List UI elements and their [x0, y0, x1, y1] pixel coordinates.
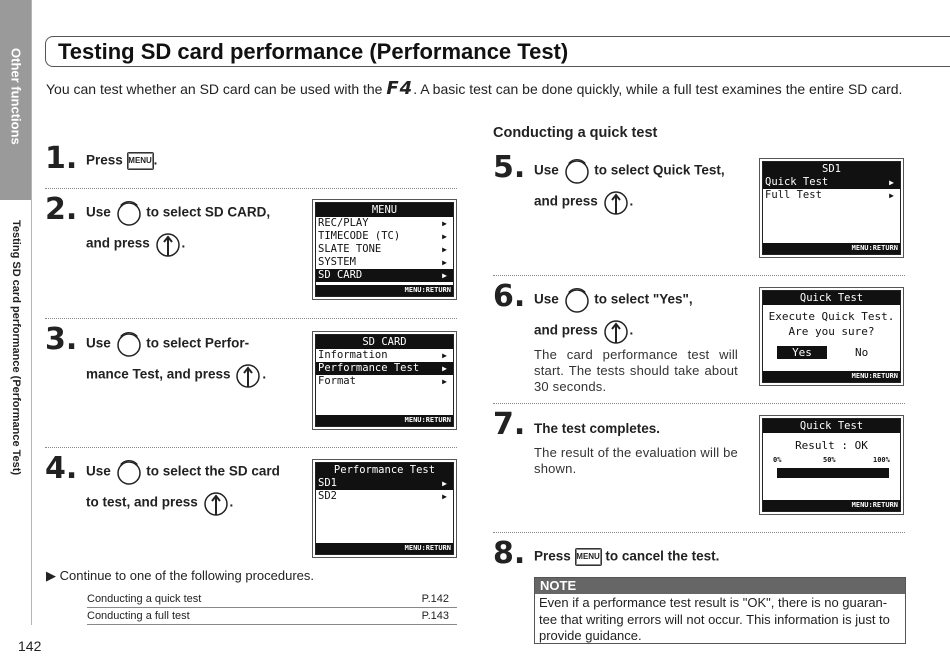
step-3-line2 [86, 361, 266, 389]
arrow-right-icon: ▶ [442, 364, 447, 373]
progress-fill [778, 469, 888, 477]
lcd-item-label: Format [318, 375, 356, 387]
toc-page[interactable]: P.142 [421, 593, 449, 605]
step-3-text-b: to select Perfor- [146, 335, 250, 351]
side-divider [31, 0, 32, 625]
lcd-item [316, 349, 453, 362]
step-2-text-c: and press [86, 235, 150, 251]
step-8-line1 [534, 548, 719, 566]
lcd-item-label: SD1 [318, 477, 337, 489]
scale-50: 50% [823, 456, 836, 464]
lcd-item-selected [316, 269, 453, 282]
lcd-footer: MENU:RETURN [763, 371, 900, 382]
arrow-right-icon: ▶ [442, 245, 447, 254]
step-6-line2 [534, 317, 633, 345]
lcd-item-label: SLATE TONE [318, 243, 382, 255]
step-6-text-d: . [629, 322, 634, 338]
step-5-text-a: Use [534, 162, 559, 178]
step-5-number: 5. [493, 150, 526, 185]
lcd-item-selected [316, 362, 453, 375]
lcd-title: Performance Test [316, 463, 453, 477]
scale-100: 100% [873, 456, 890, 464]
arrow-right-icon: ▶ [442, 232, 447, 241]
lcd-title: Quick Test [763, 419, 900, 433]
divider [45, 318, 457, 319]
lcd-item-label: TIMECODE (TC) [318, 230, 401, 242]
step-3-text-d: . [262, 366, 267, 382]
step-7-description: The result of the evaluation will be shown. [534, 445, 738, 476]
press-icon [202, 489, 230, 517]
arrow-right-icon: ▶ [442, 219, 447, 228]
section-side-label: Testing SD card performance (Performance Test) [10, 220, 22, 476]
lcd-no-option: No [855, 346, 869, 359]
press-icon [602, 317, 630, 345]
step-4-line2 [86, 489, 233, 517]
lcd-title: SD CARD [316, 335, 453, 349]
lcd-item [316, 490, 453, 503]
lcd-item [316, 256, 453, 269]
step-4-number: 4. [45, 451, 78, 486]
lcd-confirm-screen [759, 287, 904, 386]
lcd-result-text: Result : OK [795, 439, 868, 452]
step-2-text-b: to select SD CARD, [146, 204, 271, 220]
lcd-title: SD1 [763, 162, 900, 176]
lcd-message-line2: Are you sure? [788, 325, 875, 338]
lcd-item-label: Quick Test [765, 176, 829, 188]
arrow-right-icon: ▶ [442, 479, 447, 488]
step-4-text-a: Use [86, 463, 111, 479]
step-2-line1 [86, 199, 270, 227]
lcd-footer: MENU:RETURN [763, 243, 900, 254]
dial-icon [115, 458, 143, 486]
press-icon [154, 230, 182, 258]
step-3-text-a: Use [86, 335, 111, 351]
section-heading-quick-test: Conducting a quick test [493, 125, 658, 141]
lcd-result-screen [759, 415, 904, 515]
arrow-right-icon: ▶ [442, 377, 447, 386]
press-icon [234, 361, 262, 389]
step-6-description: The card performance test will start. The tests should take about 30 seconds. [534, 347, 738, 394]
lcd-item-label: Information [318, 349, 388, 361]
step-5-text-c: and press [534, 193, 598, 209]
lcd-item-label: SYSTEM [318, 256, 356, 268]
chapter-tab-label: Other functions [8, 48, 24, 145]
continue-note [46, 568, 314, 584]
lcd-item-label: Full Test [765, 189, 822, 201]
progress-track [777, 468, 889, 478]
step-4-text-d: . [229, 494, 234, 510]
lcd-sd1-screen [759, 158, 904, 258]
arrow-right-icon: ▶ [442, 351, 447, 360]
arrow-right-icon: ▶ [889, 178, 894, 187]
arrow-right-icon: ▶ [442, 271, 447, 280]
step-8-number: 8. [493, 536, 526, 571]
page-title: Testing SD card performance (Performance Test) [58, 39, 569, 64]
page-number: 142 [18, 638, 42, 654]
dial-icon [115, 330, 143, 358]
lcd-item-label: Performance Test [318, 362, 420, 374]
step-2-line2 [86, 230, 185, 258]
step-2-text-d: . [181, 235, 186, 251]
dial-icon [563, 286, 591, 314]
arrow-right-icon: ▶ [442, 258, 447, 267]
step-5-line2 [534, 188, 633, 216]
menu-button-icon: MENU [127, 152, 154, 170]
step-6-line1 [534, 286, 693, 314]
note-body: Even if a performance test result is "OK", there is no guaran-tee that writing errors will not occur. This information is just to provide guidance. [539, 595, 890, 643]
intro-text-before: You can test whether an SD card can be used with the [46, 81, 387, 97]
step-5-text-d: . [629, 193, 634, 209]
step-2-number: 2. [45, 192, 78, 227]
lcd-item [316, 243, 453, 256]
arrow-right-icon: ▶ [442, 492, 447, 501]
step-1-text-a: Press [86, 152, 123, 168]
lcd-message-line1: Execute Quick Test. [768, 310, 895, 323]
step-1-text-b: . [153, 152, 158, 168]
divider [493, 532, 905, 533]
step-5-line1 [534, 157, 725, 185]
lcd-footer: MENU:RETURN [763, 500, 900, 511]
lcd-item [763, 189, 900, 202]
toc-page[interactable]: P.143 [421, 610, 449, 622]
lcd-item-selected [763, 176, 900, 189]
menu-button-icon: MENU [575, 548, 602, 566]
divider [493, 275, 905, 276]
intro-text-after: . A basic test can be done quickly, while a full test examines the entire SD card. [413, 81, 903, 97]
toc-label[interactable]: Conducting a quick test [87, 593, 202, 605]
step-6-text-c: and press [534, 322, 598, 338]
f4-logo: F4 [386, 78, 414, 99]
toc-row-full-test[interactable] [87, 608, 457, 625]
step-5-text-b: to select Quick Test, [594, 162, 725, 178]
step-3-text-c: mance Test, and press [86, 366, 231, 382]
note-heading: NOTE [535, 578, 905, 594]
intro-paragraph [46, 79, 906, 99]
divider [45, 188, 457, 189]
lcd-title: Quick Test [763, 291, 900, 305]
press-icon [602, 188, 630, 216]
step-3-number: 3. [45, 322, 78, 357]
step-3-line1 [86, 330, 249, 358]
step-4-line1 [86, 458, 280, 486]
lcd-yes-option: Yes [777, 346, 827, 359]
step-1-text [86, 152, 157, 170]
step-6-text-a: Use [534, 291, 559, 307]
divider [45, 447, 457, 448]
step-7-line1: The test completes. [534, 421, 661, 436]
lcd-item-label: SD2 [318, 490, 337, 502]
lcd-footer: MENU:RETURN [316, 543, 453, 554]
triangle-right-icon: ▶ [46, 568, 56, 583]
dial-icon [563, 157, 591, 185]
toc-row-quick-test[interactable] [87, 591, 457, 608]
step-4-text-b: to select the SD card [146, 463, 280, 479]
lcd-item-label: SD CARD [318, 269, 363, 281]
lcd-item [316, 375, 453, 388]
lcd-menu-screen [312, 199, 457, 300]
lcd-item [316, 217, 453, 230]
step-2-text-a: Use [86, 204, 111, 220]
lcd-sdcard-screen [312, 331, 457, 430]
arrow-right-icon: ▶ [889, 191, 894, 200]
step-1-number: 1. [45, 141, 78, 176]
note-box [534, 577, 906, 644]
step-8-text-a: Press [534, 548, 571, 564]
continue-text: Continue to one of the following procedures. [59, 568, 315, 583]
step-7-number: 7. [493, 407, 526, 442]
scale-0: 0% [773, 456, 782, 464]
toc-label[interactable]: Conducting a full test [87, 610, 190, 622]
lcd-footer: MENU:RETURN [316, 415, 453, 426]
step-6-text-b: to select "Yes", [594, 291, 693, 307]
step-4-text-c: to test, and press [86, 494, 198, 510]
divider [493, 403, 905, 404]
page-title-box [45, 36, 950, 67]
step-8-text-b: to cancel the test. [605, 548, 720, 564]
step-6-number: 6. [493, 279, 526, 314]
lcd-perftest-screen [312, 459, 457, 558]
dial-icon [115, 199, 143, 227]
lcd-footer: MENU:RETURN [316, 285, 453, 296]
lcd-item-selected [316, 477, 453, 490]
lcd-item-label: REC/PLAY [318, 217, 369, 229]
lcd-title: MENU [316, 203, 453, 217]
lcd-item [316, 230, 453, 243]
